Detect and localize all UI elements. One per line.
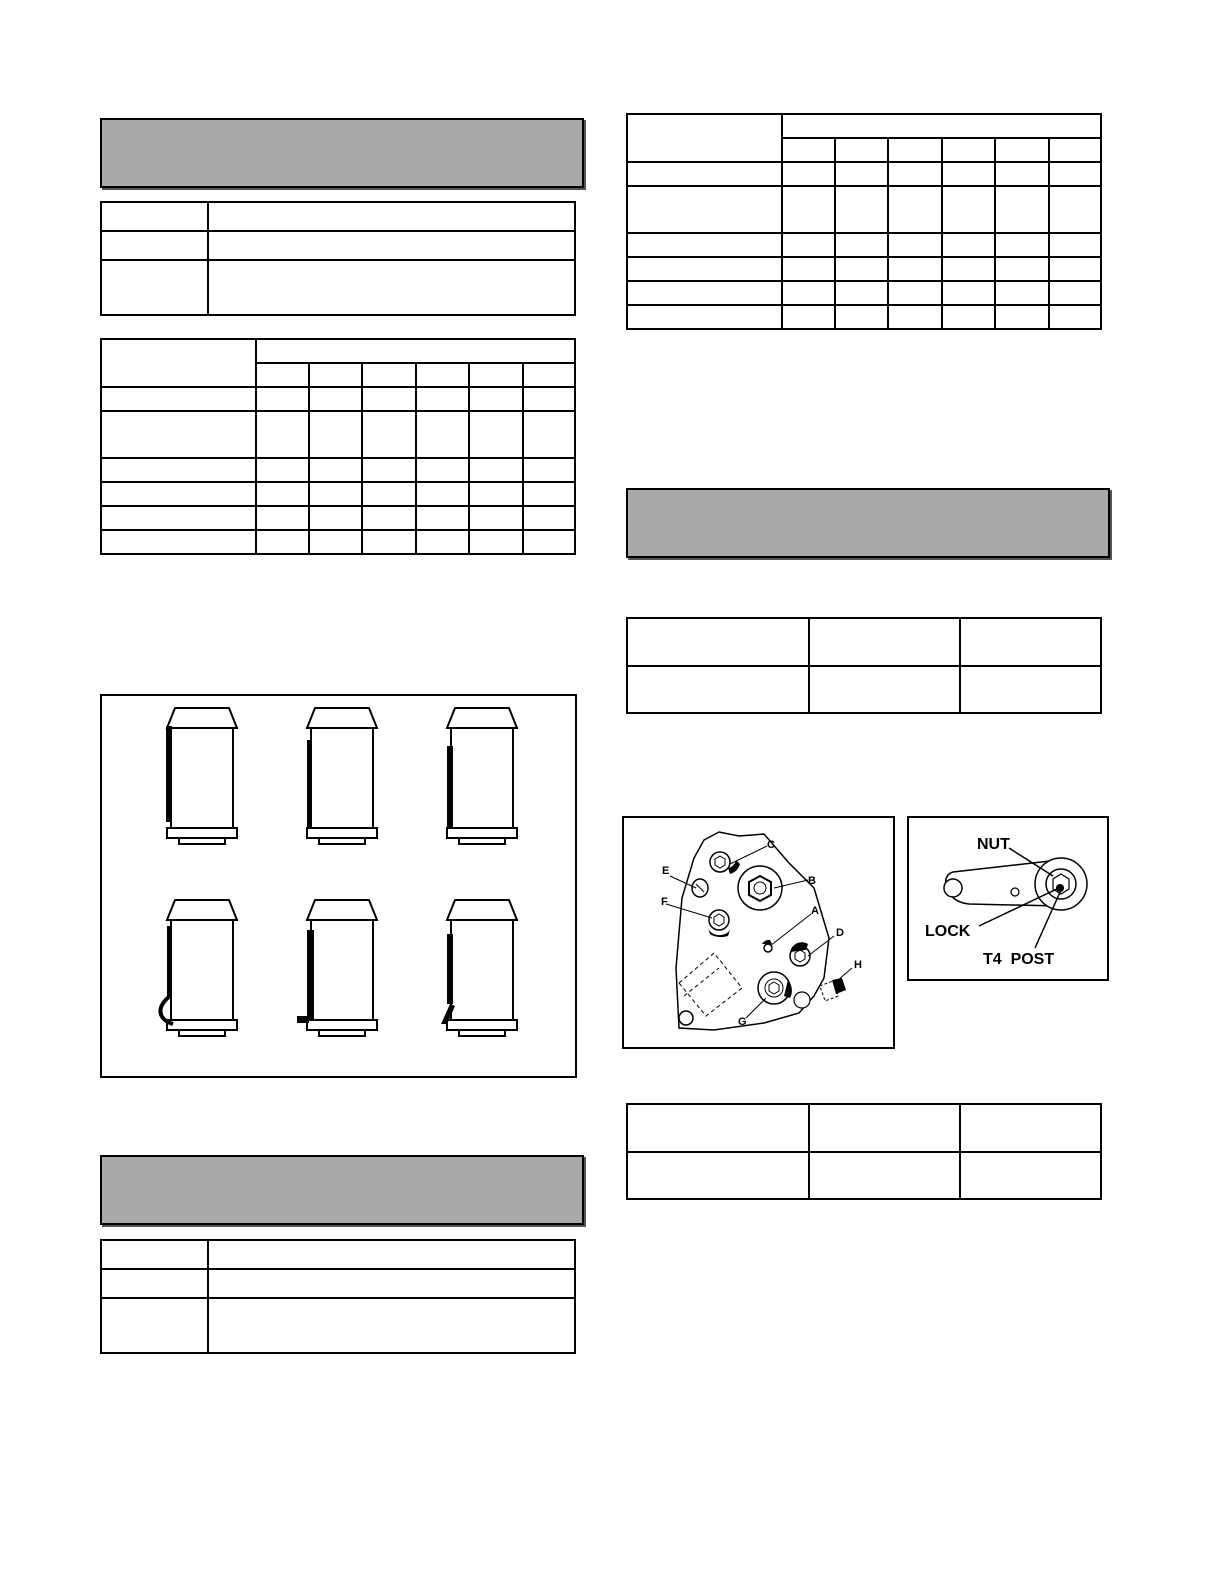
spec-table-1 — [100, 201, 576, 316]
callout-h: H — [854, 959, 862, 971]
brush-diagram-6 — [441, 900, 517, 1036]
table-row — [627, 233, 1101, 257]
table-cell — [208, 260, 575, 315]
measurement-table-2 — [626, 113, 1102, 330]
brush-diagram-1 — [166, 708, 237, 844]
callout-f: F — [661, 896, 668, 908]
callout-e: E — [662, 865, 670, 877]
table-cell — [208, 1298, 575, 1353]
adjustment-plate-figure — [622, 816, 895, 1049]
table-cell — [101, 1269, 208, 1298]
table-header-cell — [101, 339, 256, 387]
section-header-box-2 — [100, 1155, 584, 1225]
brush-wear-figure — [100, 694, 577, 1078]
callout-g: G — [738, 1016, 747, 1028]
table-row — [627, 186, 1101, 233]
table-row — [627, 162, 1101, 186]
table-cell — [208, 1269, 575, 1298]
spec-table-3 — [626, 617, 1102, 714]
table-cell — [101, 1240, 208, 1269]
table-row — [101, 458, 575, 482]
brush-diagram-2 — [307, 708, 377, 844]
section-header-box-3 — [626, 488, 1110, 558]
nut-label: NUT — [977, 836, 1010, 853]
table-cell — [101, 260, 208, 315]
table-cell — [208, 231, 575, 260]
lock-detail-figure — [907, 816, 1109, 981]
adjustment-plate-diagram — [624, 818, 893, 1047]
table-header-cell — [256, 339, 575, 363]
callout-b: B — [808, 875, 816, 887]
table-row — [627, 257, 1101, 281]
spec-table-4 — [626, 1103, 1102, 1200]
callout-d: D — [836, 927, 844, 939]
table-cell — [101, 202, 208, 231]
table-cell — [208, 1240, 575, 1269]
table-row — [101, 411, 575, 458]
brush-diagram-3 — [447, 708, 517, 844]
brush-diagram-5 — [297, 900, 377, 1036]
table-cell — [101, 231, 208, 260]
lock-detail-diagram — [909, 818, 1107, 979]
table-header-cell — [782, 114, 1101, 138]
brush-diagrams — [102, 696, 575, 1076]
brush-diagram-4 — [160, 900, 237, 1036]
table-row — [101, 506, 575, 530]
lock-label: LOCK — [925, 923, 971, 940]
table-row — [101, 387, 575, 411]
table-cell — [208, 202, 575, 231]
t4-post-label: T4 POST — [983, 951, 1055, 968]
callout-c: C — [767, 839, 775, 851]
table-cell — [101, 1298, 208, 1353]
spec-table-2 — [100, 1239, 576, 1354]
callout-a: A — [811, 905, 819, 917]
measurement-table-1 — [100, 338, 576, 555]
section-header-box-1 — [100, 118, 584, 188]
table-row — [627, 281, 1101, 305]
table-row — [101, 530, 575, 554]
table-header-cell — [627, 114, 782, 162]
table-row — [101, 482, 575, 506]
table-row — [627, 305, 1101, 329]
